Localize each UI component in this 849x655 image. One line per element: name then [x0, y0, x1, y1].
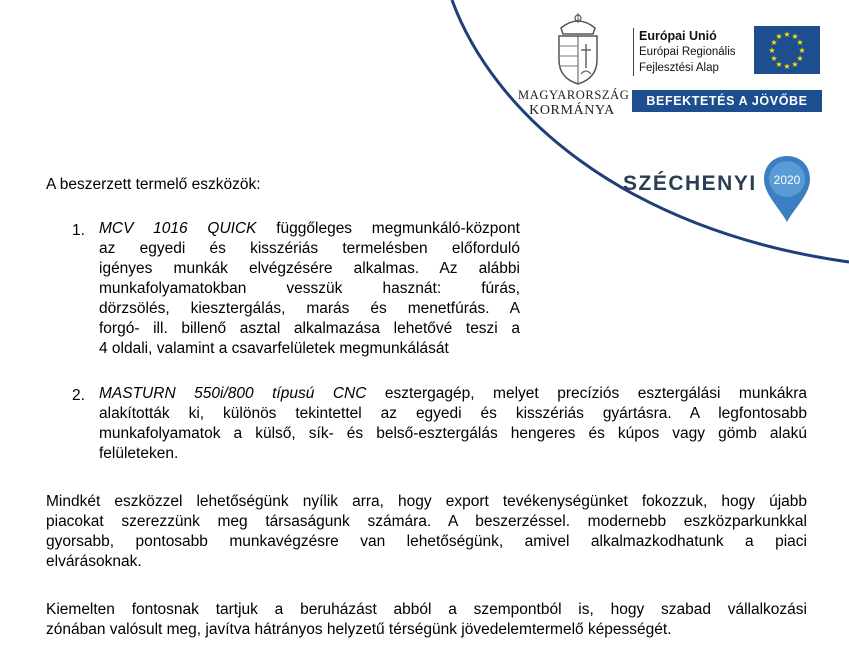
- svg-text:★: ★: [768, 46, 776, 55]
- svg-text:★: ★: [770, 54, 778, 63]
- szechenyi-year: 2020: [773, 173, 801, 187]
- item-1-title: MCV 1016 QUICK: [99, 220, 257, 237]
- svg-text:★: ★: [798, 46, 806, 55]
- list-item-2: MASTURN 550i/800 típusú CNC esztergagép, melyet precíziós esztergálási munkákra alakították ki, különös tekintettel az egyedi és kisszériás gyártásra. A legfontosabb munkafolyamatok a külső, sík- és belső-esztergálás hengeres és kúpos vagy gömb alakú felületeken.: [99, 385, 807, 462]
- invest-banner: BEFEKTETÉS A JÖVŐBE: [632, 90, 822, 112]
- list-item-number: 2.: [72, 387, 85, 404]
- list-item-number: 1.: [72, 222, 85, 239]
- svg-text:★: ★: [783, 62, 791, 71]
- svg-text:★: ★: [791, 32, 799, 41]
- szechenyi-pin-icon: [762, 154, 812, 224]
- paragraph-2: Kiemelten fontosnak tartjuk a beruházást abból a szempontból is, hogy szabad vállalkozási zónában valósult meg, javítva hátrányos helyzetű térségünk jövedelemtermelő képességét.: [46, 601, 807, 638]
- list-intro: A beszerzett termelő eszközök:: [46, 176, 261, 193]
- eu-logo: [633, 26, 821, 78]
- government-name: [518, 88, 630, 118]
- svg-text:★: ★: [796, 54, 804, 63]
- item-2-title: MASTURN 550i/800 típusú CNC: [99, 385, 367, 402]
- svg-text:★: ★: [796, 38, 804, 47]
- szechenyi-logo-text: SZÉCHENYI: [623, 172, 757, 195]
- svg-text:★: ★: [770, 38, 778, 47]
- svg-text:★: ★: [775, 60, 783, 69]
- eu-line2: Európai Regionális: [639, 46, 736, 58]
- eu-line3: Fejlesztési Alap: [639, 62, 719, 74]
- eu-flag-icon: [754, 26, 820, 74]
- svg-text:★: ★: [775, 32, 783, 41]
- eu-line1: Európai Unió: [639, 29, 717, 43]
- svg-text:★: ★: [783, 30, 791, 39]
- government-name-line1: MAGYARORSZÁG: [518, 88, 630, 102]
- coat-of-arms-icon: [549, 12, 607, 86]
- paragraph-1: Mindkét eszközzel lehetőségünk nyílik arra, hogy export tevékenységünket fokozzuk, hogy újabb piacokat szerezzünk meg társaságunk számára. A beszerzéssel. modernebb eszközparkunkkal gyorsabb, pontosabb munkavégzésre van lehetőségünk, amivel alkalmazkodhatunk a piaci elvárásoknak.: [46, 493, 807, 570]
- svg-text:★: ★: [791, 60, 799, 69]
- government-name-line2: KORMÁNYA: [529, 103, 615, 118]
- eu-text: [633, 28, 736, 76]
- list-item-1: MCV 1016 QUICK függőleges megmunkáló-központ az egyedi és kisszériás termelésben előforduló igényes munkák elvégzésére alkalmas. Az alábbi munkafolyamatokban vesszük hasznát: fúrás, dörzsölés, kiesztergálás, marás és menetfúrás. A forgó- ill. billenő asztal alkalmazása lehetővé teszi a 4 oldali, valamint a csavarfelületek megmunkálását: [99, 220, 520, 357]
